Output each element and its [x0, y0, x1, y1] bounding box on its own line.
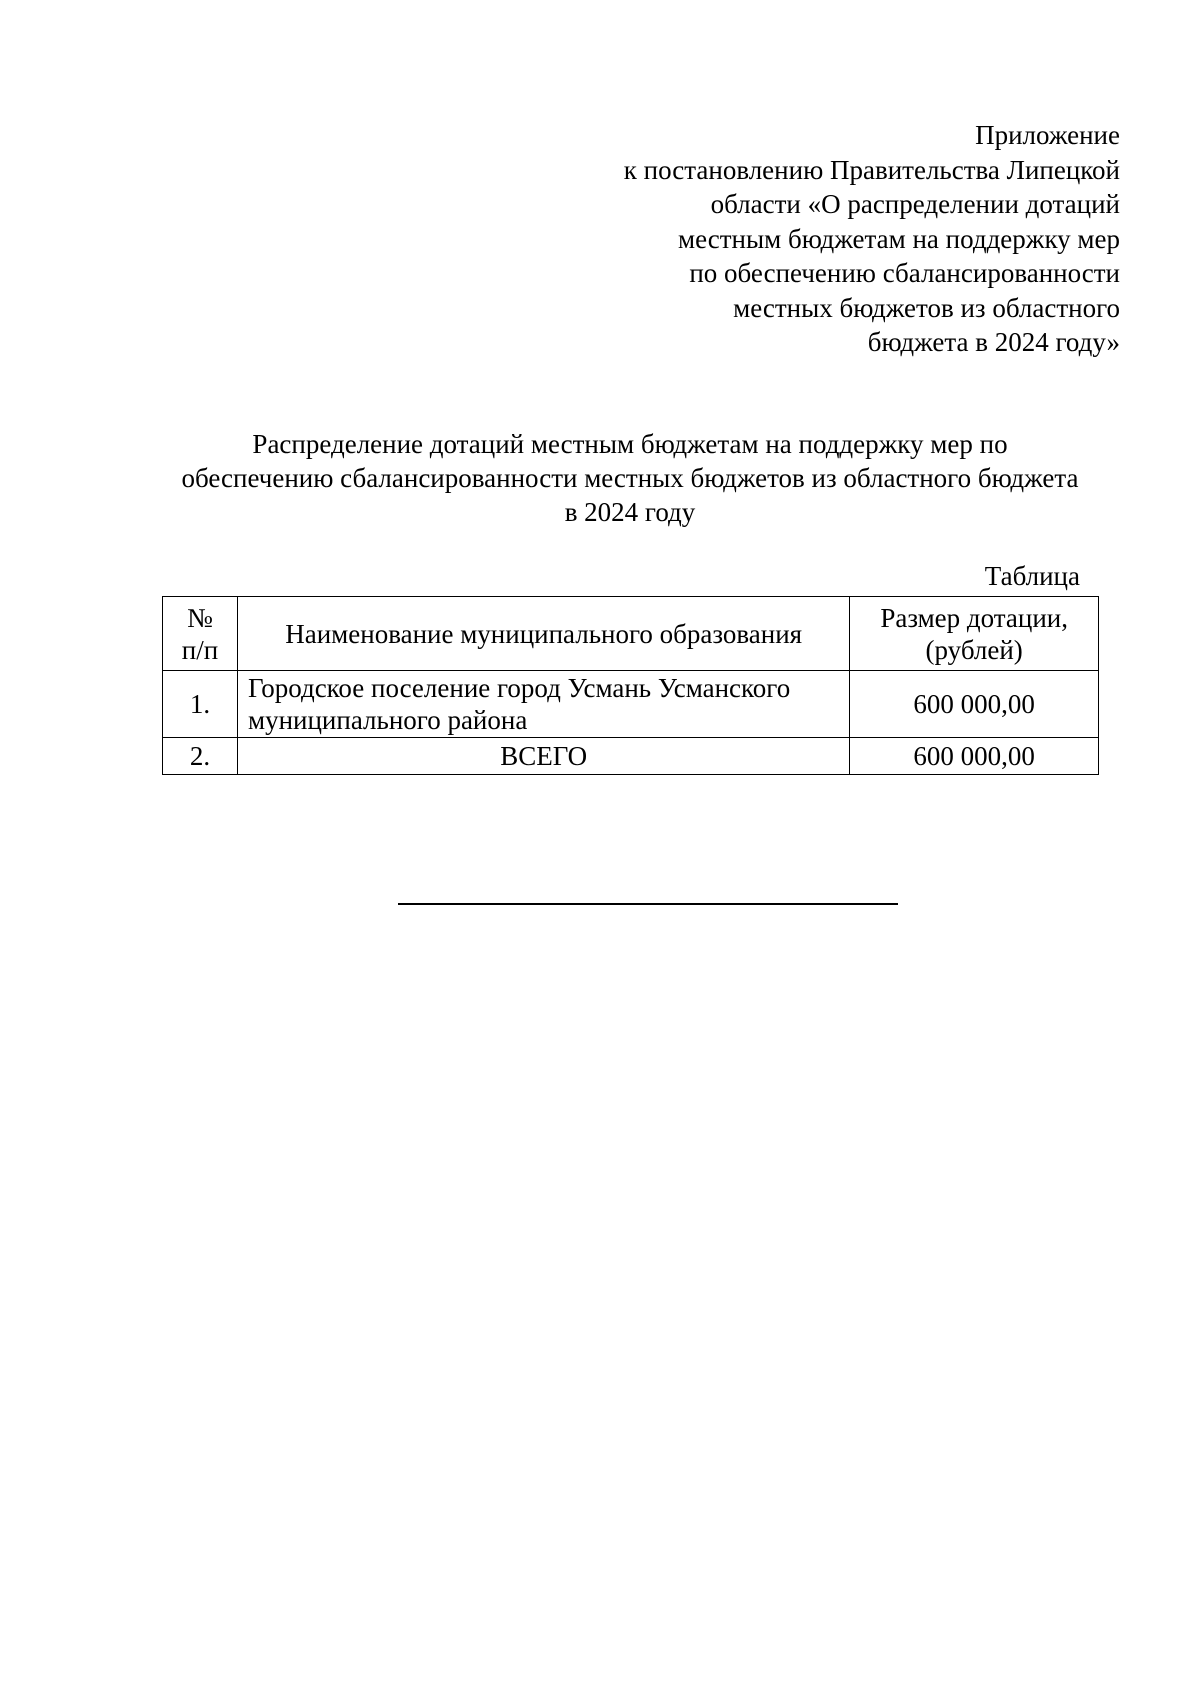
row-total-label: ВСЕГО: [238, 738, 850, 775]
document-title: [140, 427, 1120, 529]
header-sum-line1: Размер дотации,: [880, 602, 1069, 633]
row-subsidy-amount: 600 000,00: [850, 671, 1099, 738]
table-row-total: [163, 738, 1099, 775]
appendix-line: области «О распределении дотаций: [710, 189, 1120, 219]
appendix-heading: [520, 118, 1120, 360]
table-caption: Таблица: [984, 561, 1080, 591]
header-municipality-name: [238, 597, 850, 671]
appendix-line: местным бюджетам на поддержку мер: [678, 223, 1120, 254]
title-line: Распределение дотаций местным бюджетам на поддержку мер по: [252, 429, 1008, 459]
title-line: обеспечению сбалансированности местных бюджетов из областного бюджета: [181, 463, 1079, 493]
subsidy-table: [162, 596, 1099, 775]
row-number: 2.: [163, 738, 238, 775]
appendix-line: по обеспечению сбалансированности: [689, 258, 1120, 288]
appendix-line: бюджета в 2024 году»: [867, 327, 1120, 357]
appendix-line: местных бюджетов из областного: [733, 292, 1120, 323]
appendix-line: к постановлению Правительства Липецкой: [623, 154, 1120, 185]
header-number-line1: №: [187, 602, 213, 633]
header-number: [163, 597, 238, 671]
table-row: [163, 671, 1099, 738]
header-number-line2: п/п: [181, 634, 219, 665]
row-total-amount: 600 000,00: [850, 738, 1099, 775]
header-subsidy-amount: [850, 597, 1099, 671]
row-municipality-name: [238, 671, 850, 738]
title-line: в 2024 году: [564, 497, 696, 527]
row-number: 1.: [163, 671, 238, 738]
header-name-text: Наименование муниципального образования: [285, 618, 803, 649]
row-name-line1: Городское поселение город Усмань Усманского: [248, 673, 791, 703]
table-header-row: [163, 597, 1099, 671]
row-name-line2: муниципального района: [248, 705, 528, 735]
appendix-line: Приложение: [975, 120, 1120, 150]
header-sum-line2: (рублей): [925, 634, 1023, 665]
closing-rule-line: [398, 903, 898, 905]
